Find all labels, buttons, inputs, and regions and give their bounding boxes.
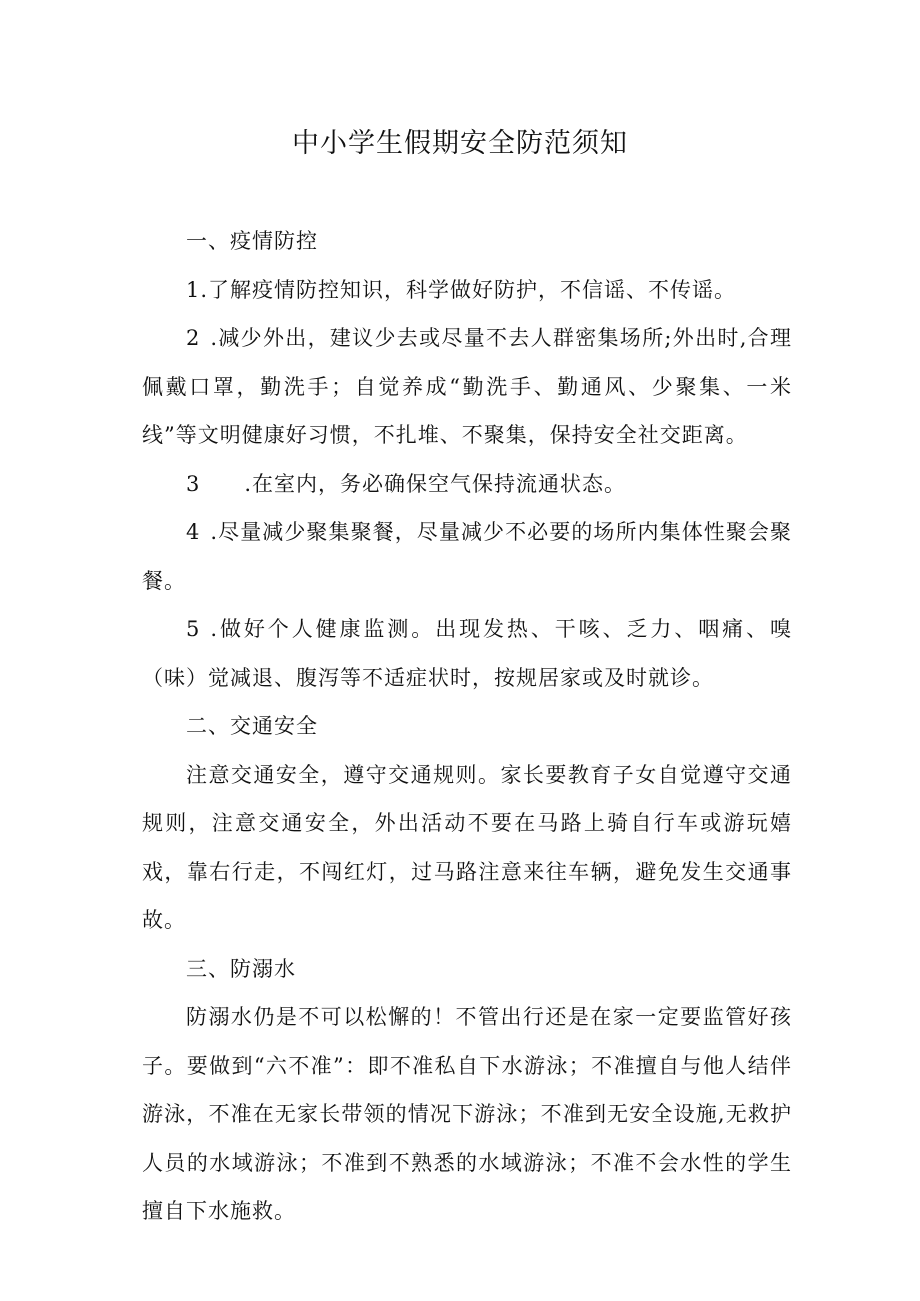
section-heading-traffic: 二、交通安全: [186, 714, 318, 738]
item-text: .尽量减少聚集聚餐，尽量减少不必要的场所内集体性聚会聚餐。: [142, 520, 792, 593]
list-item: [142, 460, 792, 509]
item-number: 1.: [186, 277, 209, 302]
item-number: 4: [186, 520, 201, 544]
paragraph-traffic: 注意交通安全，遵守交通规则。家长要教育子女自觉遵守交通规则，注意交通安全，外出活动不要在马路上骑自行车或游玩嬉戏，靠右行走，不闯红灯，过马路注意来往车辆，避免发生交通事故。: [142, 762, 792, 932]
document-body: [142, 217, 792, 1236]
item-text: 了解疫情防控知识，科学做好防护，不信谣、不传谣。: [208, 277, 737, 302]
list-item: [142, 605, 792, 702]
section-heading-drowning: 三、防溺水: [186, 956, 296, 981]
document-title: 中小学生假期安全防范须知: [292, 128, 628, 159]
section-heading-epidemic: 一、疫情防控: [186, 229, 318, 253]
item-number: 2: [186, 326, 201, 350]
item-number: 5: [186, 617, 201, 641]
item-number: 3: [186, 471, 201, 496]
list-item: [142, 314, 792, 460]
item-text: .在室内，务必确保空气保持流通状态。: [244, 471, 627, 496]
list-item: [142, 266, 792, 315]
list-item: [142, 508, 792, 605]
item-text: .做好个人健康监测。出现发热、干咳、乏力、咽痛、嗅（味）觉减退、腹泻等不适症状时，按规居家或及时就诊。: [142, 617, 792, 690]
item-text: .减少外出，建议少去或尽量不去人群密集场所;外出时,合理佩戴口罩，勤洗手；自觉养成“勤洗手、勤通风、少聚集、一米线”等文明健康好习惯，不扎堆、不聚集，保持安全社交距离。: [142, 326, 792, 447]
paragraph-drowning: 防溺水仍是不可以松懈的！不管出行还是在家一定要监管好孩子。要做到“六不准”：即不准私自下水游泳；不准擅自与他人结伴游泳，不准在无家长带领的情况下游泳；不准到无安全设施,无救护人员的水域游泳；不准到不熟悉的水域游泳；不准不会水性的学生擅自下水施救。: [142, 1005, 792, 1223]
